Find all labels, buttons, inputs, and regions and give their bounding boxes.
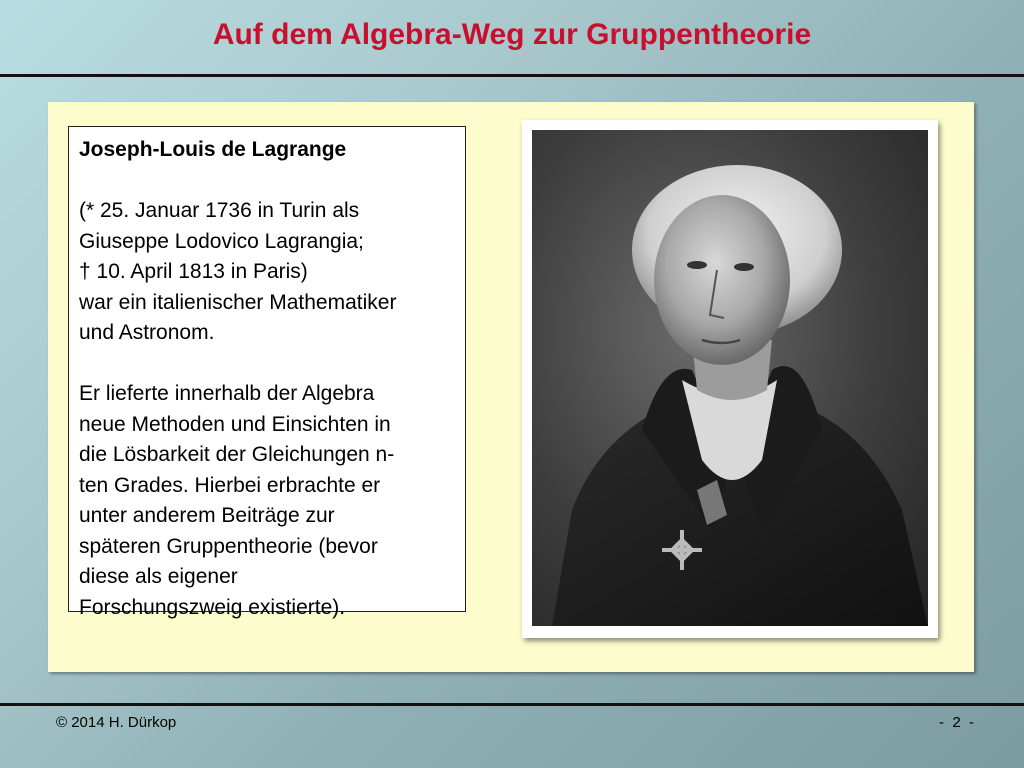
bio-line: unter anderem Beiträge zur: [79, 504, 335, 527]
portrait-frame: [522, 120, 938, 638]
bio-line: † 10. April 1813 in Paris): [79, 260, 308, 283]
bio-line: neue Methoden und Einsichten in: [79, 412, 391, 436]
bio-line: und Astronom.: [79, 321, 215, 344]
content-panel: [48, 102, 974, 672]
page-number: - 2 -: [938, 714, 974, 731]
bio-line: ten Grades. Hierbei erbrachte er: [79, 473, 381, 497]
bio-line: die Lösbarkeit der Gleichungen n-: [79, 443, 395, 466]
bio-line: war ein italienischer Mathematiker: [79, 290, 397, 314]
footer-divider: [0, 703, 1024, 706]
title-divider: [0, 74, 1024, 77]
biography-textbox: [68, 126, 466, 619]
bio-line: (* 25. Januar 1736 in Turin als: [79, 199, 360, 222]
bio-line: Giuseppe Lodovico Lagrangia;: [79, 229, 364, 253]
person-name: Joseph-Louis de Lagrange: [79, 138, 347, 161]
copyright-text: © 2014 H. Dürkop: [56, 714, 177, 731]
portrait-image: [532, 130, 928, 626]
bio-line: diese als eigener: [79, 565, 238, 588]
bio-line: Forschungszweig existierte).: [79, 595, 346, 619]
bio-line: späteren Gruppentheorie (bevor: [79, 534, 378, 558]
portrait-illustration: [532, 130, 928, 626]
slide-title: Auf dem Algebra-Weg zur Gruppentheorie: [212, 18, 812, 51]
bio-line: Er lieferte innerhalb der Algebra: [79, 382, 375, 405]
